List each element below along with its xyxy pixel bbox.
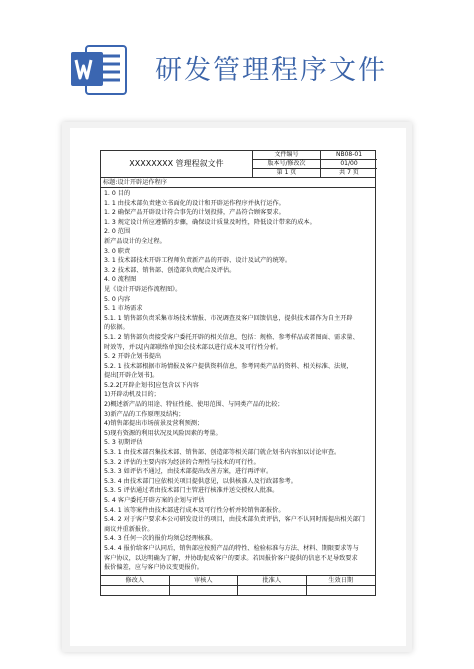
sig-cell (307, 586, 376, 595)
body-line: 3. 2 技术部、销售部、创造部负责配合及评估。 (104, 266, 236, 274)
page-total: 共 7 页 (339, 169, 359, 176)
body-line: 客户协议，以达明确为了解，并协助促成客户的要求。若因报价客户提供的信息不足导致要求 (104, 554, 358, 562)
body-line: 5.2. 1 技术部根据市场情报及客户提供资料信息，参考同类产品的资料、相关标准、法规， (104, 362, 353, 370)
version-value: 01/00 (321, 160, 377, 169)
banner-title: 研发管理程序文件 (155, 55, 387, 86)
body-line: 5. 1 市场需求 (104, 305, 143, 313)
body-line: 1. 3 规定设计所应遵循的步骤，确保设计质量及时性，降低设计带来的成本。 (104, 218, 316, 226)
body-line: 3. 1 技术部技术开辟工程师负责新产品的开辟、设计及试产的统筹。 (104, 257, 292, 265)
body-line: 5)现有资源的利用状况及风险因素的考量。 (104, 429, 222, 437)
body-line: 1. 2 确保产品开辟设计符合事先的计划投排，产品符合顾客要求。 (104, 209, 285, 217)
body-line: 4)销售部提出市场前景及营利预测； (104, 420, 204, 428)
body-line: 3. 0 职责 (104, 247, 131, 255)
body-line: 5.1. 1 销售部负责采集市场技术情报、市况调查及客户回馈信息，提供技术部作为自主开辟 (104, 314, 353, 322)
body-line: 1. 1 由技术部负责建立书面化的设计和开辟运作程序并执行运作。 (104, 199, 285, 207)
sig-cell (101, 586, 170, 595)
body-line: 5.4. 4 报价给客户认同后，销售部应按照产品的特性、检验标准与方法、材料、期限要求等与 (104, 544, 359, 552)
signature-header-row (100, 575, 376, 586)
body-line: 的依据。 (104, 324, 129, 332)
body-line: 5.4. 1 该等案件由技术部进行成本及可行性分析并转销售部报价。 (104, 506, 285, 514)
file-number-value: NB08-01 (321, 151, 377, 160)
body-line: 1)开辟动机及目的； (104, 391, 160, 399)
file-number-label: 文件编号 (253, 151, 321, 160)
body-line: 时效等，并以[内部联络单]知会技术部以进行成本及可行性分析。 (104, 343, 283, 351)
banner (0, 0, 474, 120)
body-line: 1. 0 目的 (104, 190, 131, 197)
body-line: 5.4. 3 任何一次的报价均须总经理核准。 (104, 535, 217, 543)
body-line: 2. 0 范围 (104, 228, 131, 236)
body-line: 报价偏差，应与客户协议变更报价。 (104, 564, 203, 572)
version-label: 版本号/修改次 (253, 160, 321, 169)
sig-cell (170, 586, 239, 595)
sig-label-reviewer: 审核人 (170, 576, 239, 585)
body-line: 5.3. 4 由技术部门应依相关项目提供意见，以供核准人及行政部参考。 (104, 477, 297, 485)
document-subject: 标题:设计开辟运作程序 (100, 177, 376, 188)
sig-label-effective-date: 生效日期 (328, 576, 354, 584)
body-line: 见《设计开辟运作流程图》。 (104, 285, 182, 293)
body-line: 5. 3 初期评估 (104, 439, 143, 447)
body-line: 5. 2 开辟企划书提出 (104, 353, 162, 361)
sig-label-approver: 批准人 (238, 576, 307, 585)
body-line: 3)新产品的工作原理及结构； (104, 410, 185, 418)
word-document-icon (68, 38, 130, 100)
page-number: 第 1 页 (253, 169, 321, 177)
sig-label-modifier: 修改人 (101, 576, 170, 585)
body-line: 5.3. 5 评估通过者由技术部门主管进行核准并送交授权人批准。 (104, 487, 279, 495)
body-line: 5. 4 客户委托开辟方案的企划与评估 (104, 497, 205, 504)
signature-blank-row (100, 586, 376, 596)
body-line: 5.3. 3 如评估不通过，由技术部提出改善方案，进行再评审。 (104, 468, 273, 476)
body-line: 2)概述新产品的用途、特征性能、使用范围、与同类产品的比较； (104, 401, 284, 409)
body-line: 5.2.2[开辟企划书]应包含以下内容 (104, 381, 199, 389)
document-header-title: XXXXXXXX 管理程叙文件 (101, 151, 253, 177)
body-line: 5.4. 2 对于客户要求本公司研发设计的项目，由技术部负责评估，客户不认同时需提出相关部门 (104, 516, 365, 524)
body-line: 5.3. 1 由技术部召集技术部、销售部、创造部等相关部门就企划书内容加以讨论审查。 (104, 449, 341, 457)
sig-cell (238, 586, 307, 595)
body-line: 商议并重新报价。 (104, 525, 154, 533)
document-header-table (100, 150, 376, 177)
document-body (100, 188, 376, 575)
body-line: 5.3. 2 评估的主要内容为经济的合理性与技术的可行性。 (104, 458, 260, 466)
body-line: 提出[开辟企划书]。 (104, 372, 159, 380)
body-line: 5.1. 2 销售部负责接受客户委托开辟的相关信息，包括：规格、参考样品或者图面、需求量、 (104, 333, 359, 341)
body-line: 新产品设计的全过程。 (104, 237, 166, 245)
procedure-document (100, 150, 376, 596)
body-line: 5. 0 内容 (104, 295, 131, 303)
body-line: 4. 0 流程图 (104, 276, 137, 284)
